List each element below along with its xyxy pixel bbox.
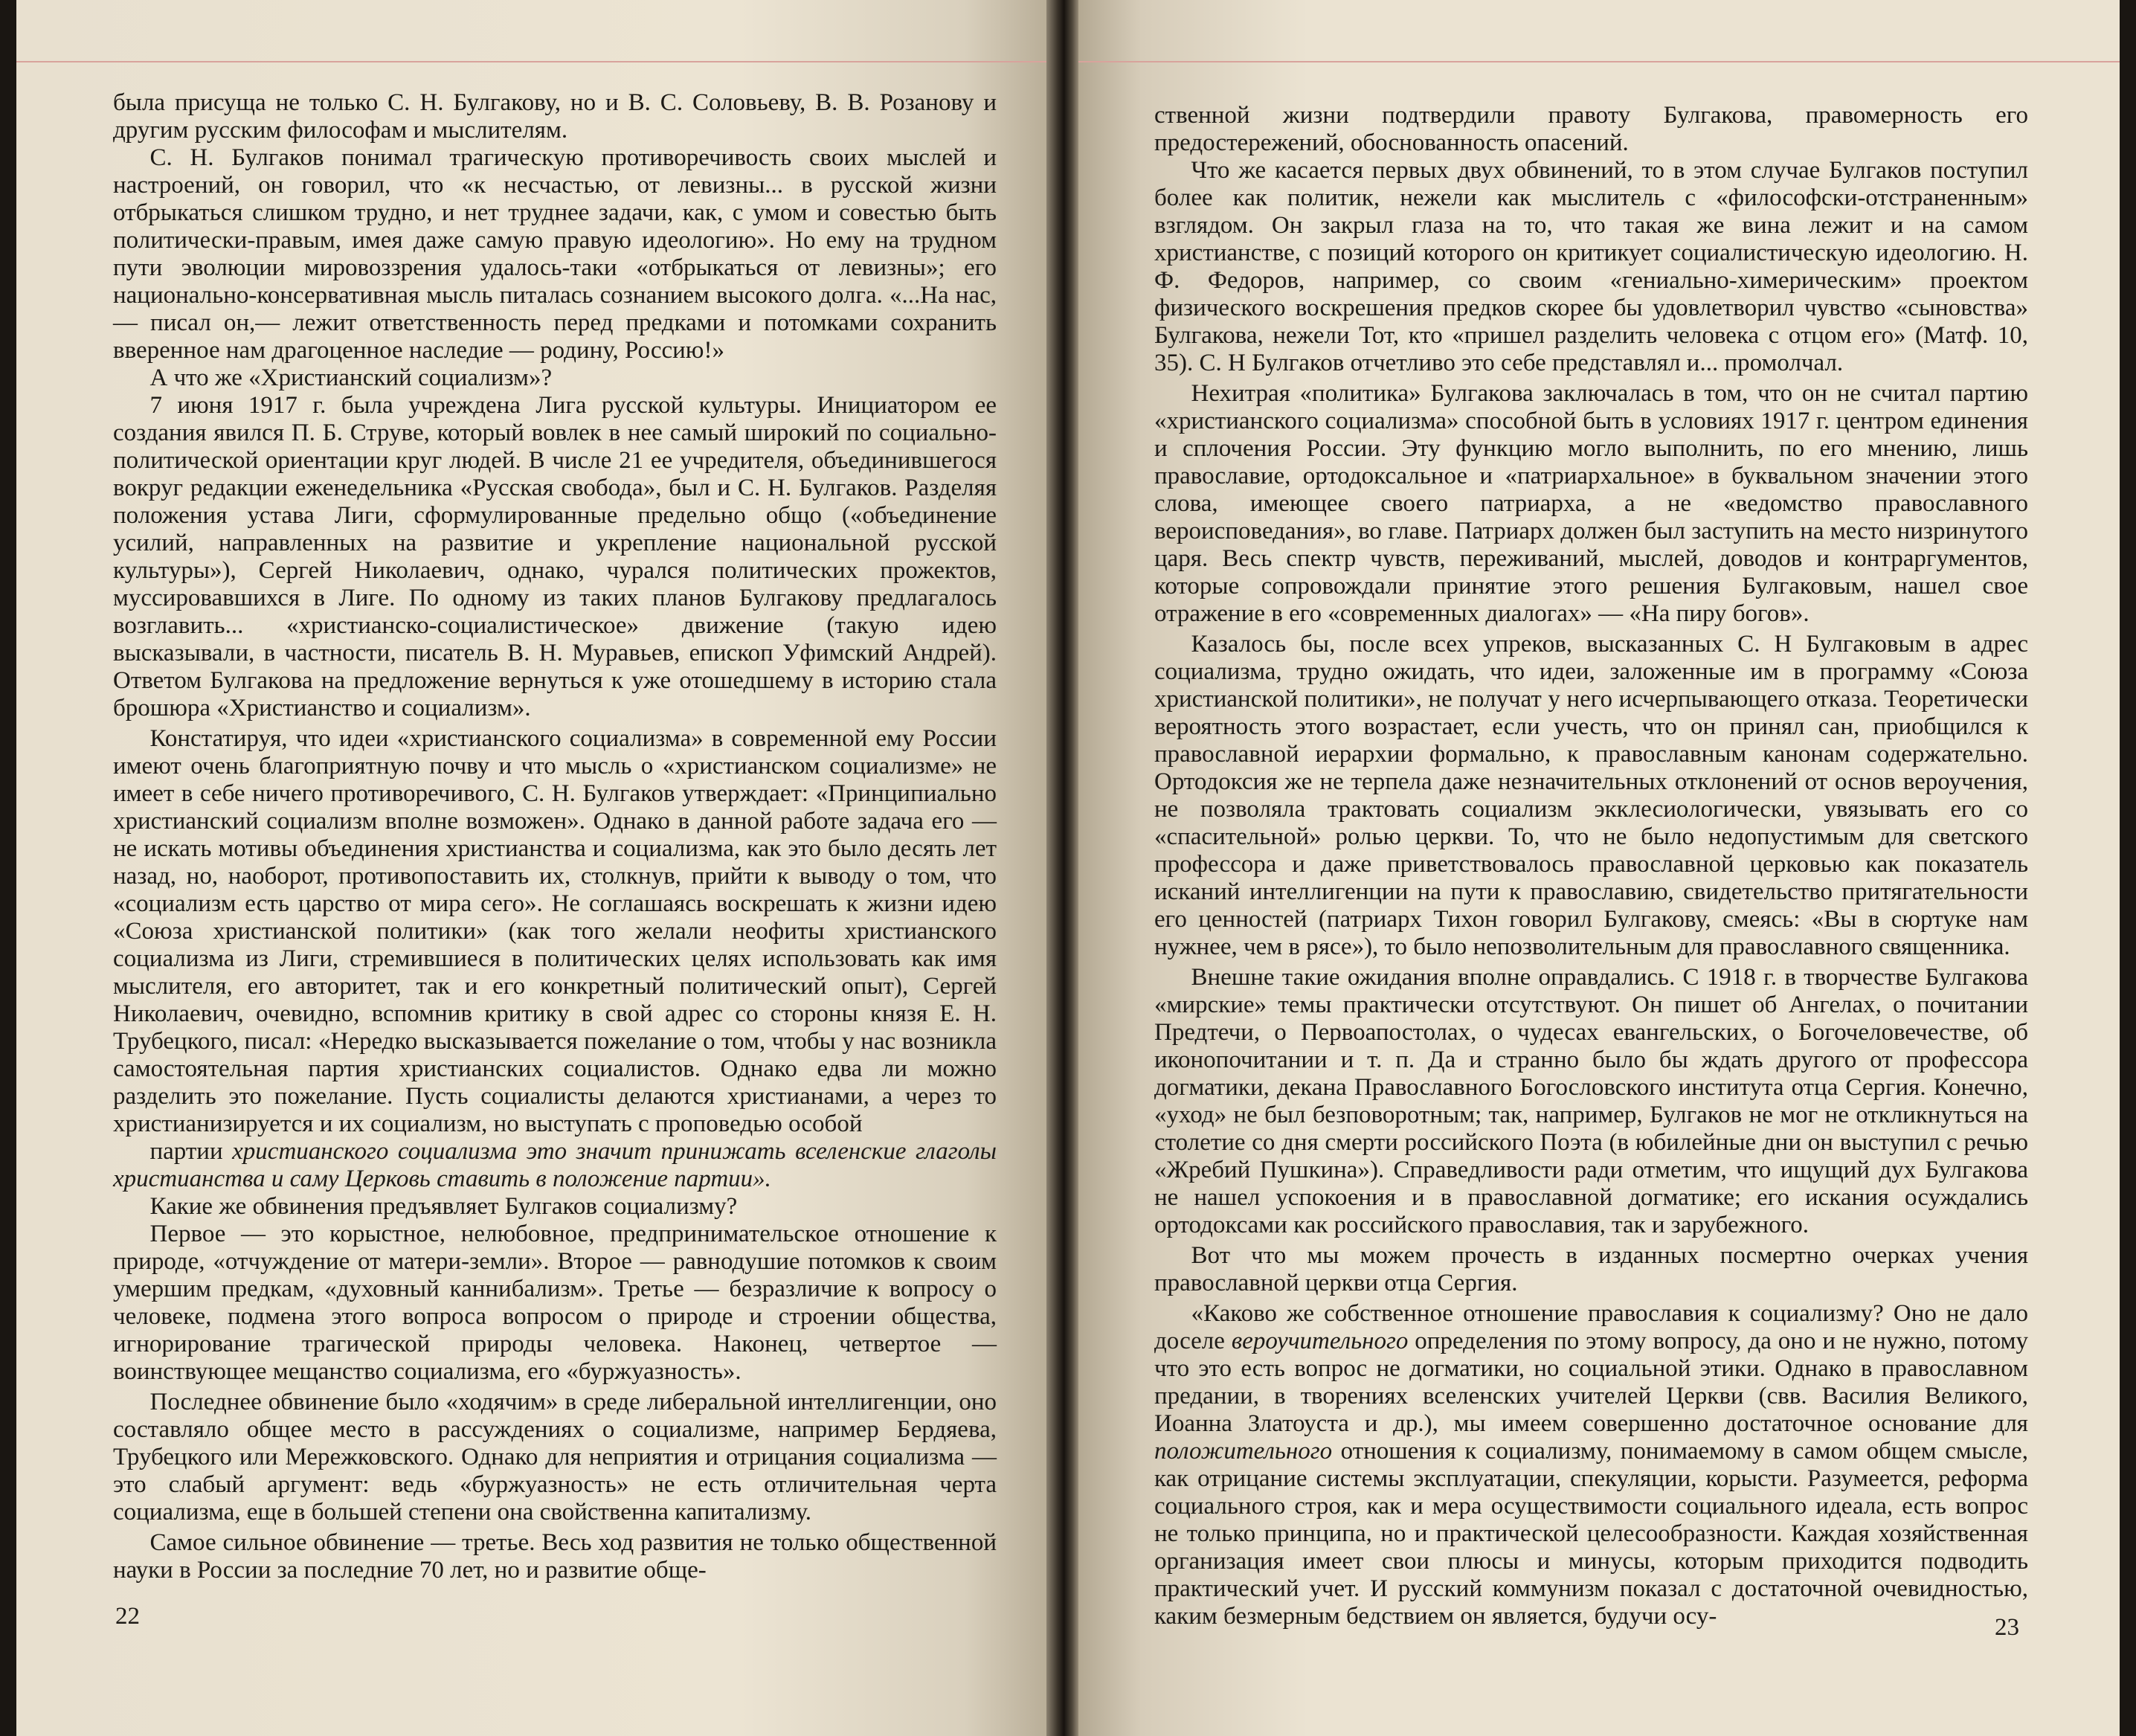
emphasized-word: положительного [1154,1438,1333,1465]
paragraph: А что же «Христианский социализм»? [149,364,553,391]
left-text-column [113,89,997,1584]
right-text-column [1154,102,2028,1630]
paragraph: Что же касается первых двух обвинений, то в этом случае Булгаков поступил более как политик, нежели как мыслитель с «философски-отстраненным» взглядом. Он закрыл глаза на то, что такая же вина лежит и на самом христианстве, с позиций которого он критикует социалистическую идеологию. Н. Ф. Федоров, например, со своим «гениально-химерическим» проектом физического воскрешения предков скорее бы удовлетворил чувство «сыновства» Булгакова, нежели Тот, кто «пришел разделить человека с отцом его» (Матф. 10, 35). С. Н Булгаков отчетливо это себе представлял и... промолчал. [1154,157,2028,376]
paragraph-text: «Каково же собственное отношение православия к социализму? Оно не дало доселе [1154,1300,2028,1354]
page-number-right: 23 [1995,1614,2019,1641]
paragraph: Последнее обвинение было «ходячим» в среде либеральной интеллигенции, оно составляло общее место в рассуждениях о социализме, например Бердяева, Трубецкого или Мережковского. Однако для неприятия и отрицания социализма — это слабый аргумент: ведь «буржуазность» не есть отличительная черта социализма, еще в большей степени она свойственна капитализму. [113,1389,997,1526]
paragraph: была присуща не только С. Н. Булгакову, но и В. С. Соловьеву, В. В. Розанову и другим русским философам и мыслителям. [113,89,997,144]
paragraph: Первое — это корыстное, нелюбовное, предпринимательское отношение к природе, «отчуждение от матери-земли». Второе — равнодушие потомков к своим умершим предкам, «духовный каннибализм». Третье — безразличие к вопросу о человеке, подмена этого вопроса вопросом о природе и строении общества, игнорирование трагической природы человека. Наконец, четвертое — воинствующее мещанство социализма, его «буржуазность». [113,1221,997,1385]
book-spine [1046,0,1078,1736]
paragraph: Внешне такие ожидания вполне оправдались. С 1918 г. в творчестве Булгакова «мирские» темы практически отсутствуют. Он пишет об Ангелах, о почитании Предтечи, о Первоапостолах, о чудесах евангельских, о Богочеловечестве, об иконопочитании и т. п. Да и странно было бы ждать другого от профессора догматики, декана Православного Богословского института отца Сергия. Конечно, «уход» не был безповоротным; так, например, Булгаков не мог не откликнуться на столетие со дня смерти российского Поэта (в юбилейные дни он выступил с речью «Жребий Пушкина»). Справедливости ради отметим, что ищущий дух Булгакова не нашел успокоения и в православной догматике; его искания осуждались ортодоксами как российского православия, так и зарубежного. [1154,964,2028,1238]
paragraph: Какие же обвинения предъявляет Булгаков социализму? [149,1193,738,1220]
paragraph: Вот что мы можем прочесть в изданных посмертно очерках учения православной церкви отца Сергия. [1154,1242,2028,1296]
paragraph: Констатируя, что идеи «христианского социализма» в современной ему России имеют очень благоприятную почву и что мысль о «христианском социализме» не имеет в себе ничего противоречивого, С. Н. Булгаков утверждает: «Принципиально христианский социализм вполне возможен». Однако в данной работе задача его — не искать мотивы объединения христианства и социализма, как это было десять лет назад, но, наоборот, противопоставить их, столкнув, прийти к выводу о том, что «социализм есть царство от мира сего». Не соглашаясь воскрешать к жизни идею «Союза христианской политики» (как того желали неофиты христианского социализма из Лиги, стремившиеся в политических целях использовать как имя мыслителя, его авторитет, так и его конкретный политический опыт), Сергей Николаевич, очевидно, вспомнив критику в свой адрес со стороны князя Е. Н. Трубецкого, писал: «Нередко высказывается пожелание о том, чтобы у нас возникла самостоятельная партия христианских социалистов. Однако едва ли можно разделить это пожелание. Пусть социалисты делаются христианами, а через то христианизируется и их социализм, но выступать с проповедью особой [113,725,997,1137]
paragraph: ственной жизни подтвердили правоту Булгакова, правомерность его предостережений, обоснованность опасений. [1154,102,2028,156]
paragraph: 7 июня 1917 г. была учреждена Лига русской культуры. Инициатором ее создания явился П. Б. Струве, который вовлек в нее самый широкий по социально-политической ориентации круг людей. В числе 21 ее учредителя, объединившегося вокруг редакции еженедельника «Русская свобода», был и С. Н. Булгаков. Разделяя положения устава Лиги, сформулированные предельно общо («объединение усилий, направленных на развитие и укрепление национальной русской культуры»), Сергей Николаевич, однако, чурался политических прожектов, муссировавшихся в Лиге. По одному из таких планов Булгакову предлагалось возглавить... «христианско-социалистическое» движение (такую идею высказывали, в частности, писатель В. Н. Муравьев, епископ Уфимский Андрей). Ответом Булгакова на предложение вернуться к уже отошедшему в историю стала брошюра «Христианство и социализм». [113,392,997,721]
paragraph-text: определения по этому вопросу, да оно и не нужно, потому что это есть вопрос не догматики, но социальной этики. Однако в православном предании, в творениях вселенских учителей Церкви (свв. Василия Великого, Иоанна Златоуста и др.), мы имеем совершенно достаточное основание для [1154,1328,2029,1437]
paragraph [113,1138,997,1193]
page-top-rule [16,61,1046,62]
page-top-rule [1078,61,2120,62]
page-number-left: 22 [115,1603,140,1630]
paragraph-text: партии [149,1138,223,1165]
paragraph-text: отношения к социализму, понимаемому в самом общем смысле, как отрицание системы эксплуатации, спекуляции, корысти. Разумеется, реформа социального строя, как и мера осуществимости социального идеала, есть вопрос не только принципа, но и практической целесообразности. Каждая хозяйственная организация имеет свои плюсы и минусы, которым приходится подводить практический учет. И русский коммунизм показал с достаточной очевидностью, каким безмерным бедствием он является, будучи осу- [1154,1438,2028,1630]
paragraph [1154,1300,2028,1630]
paragraph: С. Н. Булгаков понимал трагическую противоречивость своих мыслей и настроений, он говорил, что «к несчастью, от левизны... в русской жизни отбрыкаться слишком трудно, и нет труднее задачи, как, с умом и совестью быть политически-правым, имея даже самую правую идеологию». Но ему на трудном пути эволюции мировоззрения удалось-таки «отбрыкаться от левизны»; его национально-консервативная мысль питалась сознанием высокого долга. «...На нас,— писал он,— лежит ответственность перед предками и потомками сохранить вверенное нам драгоценное наследие — родину, Россию!» [113,144,997,364]
paragraph: Нехитрая «политика» Булгакова заключалась в том, что он не считал партию «христианского социализма» способной быть в условиях 1917 г. центром единения и сплочения России. Эту функцию могло выполнить, по его мнению, лишь православие, ортодоксальное и «патриархальное» в буквальном значении этого слова, имеющее своего патриарха, а не «ведомство православного вероисповедания», во главе. Патриарх должен был заступить на место низринутого царя. Весь спектр чувств, переживаний, мыслей, доводов и контраргументов, которые сопровождали принятие этого решения Булгаковым, нашел свое отражение в его «современных диалогах» — «На пиру богов». [1154,380,2028,627]
emphasized-word: вероучительного [1231,1328,1409,1354]
paragraph: Самое сильное обвинение — третье. Весь ход развития не только общественной науки в России за последние 70 лет, но и развитие обще- [113,1529,997,1584]
emphasized-word: христианского социализма это значит принижать вселенские глаголы христианства и саму Церковь ставить в положение партии». [113,1138,997,1192]
paragraph: Казалось бы, после всех упреков, высказанных С. Н Булгаковым в адрес социализма, трудно ожидать, что идеи, заложенные им в программу «Союза христианской политики», не получат у него исчерпывающего отказа. Теоретически вероятность этого возрастает, если учесть, что он принял сан, приобщился к православной иерархии формально, к православным канонам содержательно. Ортодоксия же не терпела даже незначительных отклонений от основ вероучения, не позволяла трактовать социализм экклесиологически, увязывать его со «спасительной» ролью церкви. То, что не было недопустимым для светского профессора и даже приветствовалось православной церковью как показатель исканий интеллигенции на пути к православию, свидетельство притягательности его ценностей (патриарх Тихон говорил Булгакову, смеясь: «Вы в сюртуке нам нужнее, чем в рясе»), то было непозволительным для православного священника. [1154,631,2028,960]
